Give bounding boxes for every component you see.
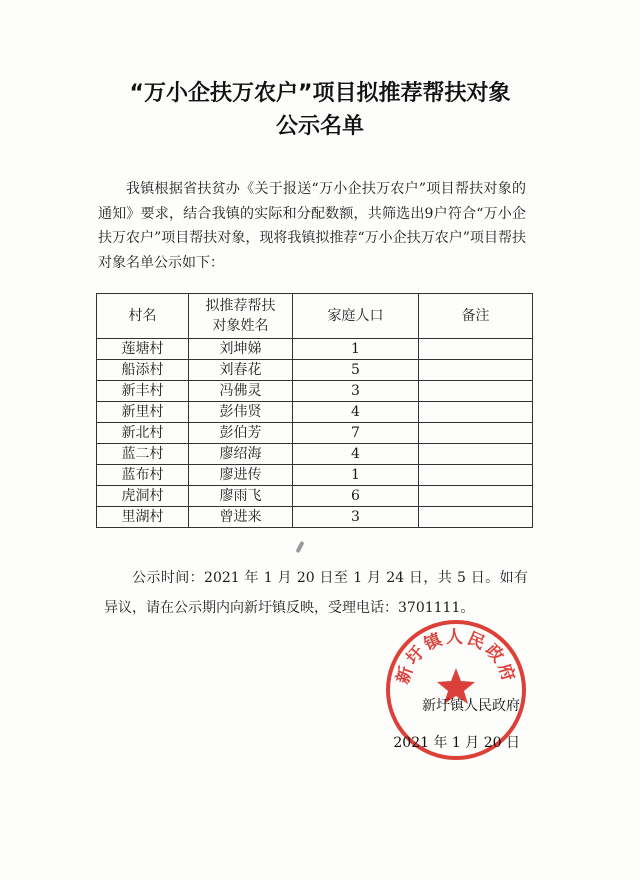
document-title-line1: “万小企扶万农户”项目拟推荐帮扶对象 [129, 81, 511, 106]
cell-village: 蓝二村 [97, 444, 189, 465]
issue-date: 2021 年 1 月 20 日 [393, 735, 520, 751]
cell-note [419, 339, 533, 360]
header-note: 备注 [419, 294, 533, 339]
issuer-name: 新圩镇人民政府 [422, 698, 520, 714]
cell-name: 刘坤娣 [189, 339, 293, 360]
header-name: 拟推荐帮扶 对象姓名 [189, 294, 293, 339]
header-village: 村名 [97, 294, 189, 339]
cell-village: 蓝布村 [97, 465, 189, 486]
cell-household-size: 6 [293, 486, 419, 507]
cell-village: 虎洞村 [97, 486, 189, 507]
table-body [97, 339, 533, 528]
cell-household-size: 1 [293, 465, 419, 486]
cell-name: 冯佛灵 [189, 381, 293, 402]
cell-note [419, 423, 533, 444]
cell-name: 曾进来 [189, 507, 293, 528]
table-row [97, 444, 533, 465]
cell-name: 彭伟贤 [189, 402, 293, 423]
cell-note [419, 486, 533, 507]
table-row [97, 465, 533, 486]
cell-village: 船添村 [97, 360, 189, 381]
cell-note [419, 381, 533, 402]
header-household-size: 家庭人口 [293, 294, 419, 339]
cell-name: 廖绍海 [189, 444, 293, 465]
table-row [97, 339, 533, 360]
cell-household-size: 3 [293, 507, 419, 528]
cell-household-size: 1 [293, 339, 419, 360]
cell-household-size: 5 [293, 360, 419, 381]
seal-text-path: 新圩镇人民政府 [393, 627, 519, 687]
cell-name: 廖雨飞 [189, 486, 293, 507]
notice-paragraph [104, 563, 528, 623]
cell-note [419, 402, 533, 423]
table-row [97, 360, 533, 381]
table-row [97, 381, 533, 402]
cell-note [419, 444, 533, 465]
cell-village: 里湖村 [97, 507, 189, 528]
cell-name: 刘春花 [189, 360, 293, 381]
cell-village: 新丰村 [97, 381, 189, 402]
table-row [97, 402, 533, 423]
notice-text: 公示时间：2021 年 1 月 20 日至 1 月 24 日，共 5 日。如有异议，请在公示期内向新圩镇反映，受理电话：3701111。 [104, 570, 528, 616]
cell-name: 彭伯芳 [189, 423, 293, 444]
table-header-row [97, 294, 533, 339]
cell-name: 廖进传 [189, 465, 293, 486]
table-row [97, 507, 533, 528]
ink-mark [295, 541, 304, 553]
cell-note [419, 465, 533, 486]
table-row [97, 486, 533, 507]
intro-text: 我镇根据省扶贫办《关于报送“万小企扶万农户”项目帮扶对象的通知》要求，结合我镇的实际和分配数额，共筛选出9户符合“万小企扶万农户”项目帮扶对象，现将我镇拟推荐“万小企扶万农户”项目帮扶对象名单公示如下： [98, 181, 526, 271]
cell-village: 新北村 [97, 423, 189, 444]
cell-note [419, 507, 533, 528]
document-title-line2: 公示名单 [275, 114, 364, 139]
cell-note [419, 360, 533, 381]
intro-paragraph [98, 177, 526, 275]
cell-village: 莲塘村 [97, 339, 189, 360]
cell-village: 新里村 [97, 402, 189, 423]
table-row [97, 423, 533, 444]
beneficiary-table [96, 293, 533, 528]
cell-household-size: 4 [293, 444, 419, 465]
cell-household-size: 7 [293, 423, 419, 444]
cell-household-size: 4 [293, 402, 419, 423]
cell-household-size: 3 [293, 381, 419, 402]
